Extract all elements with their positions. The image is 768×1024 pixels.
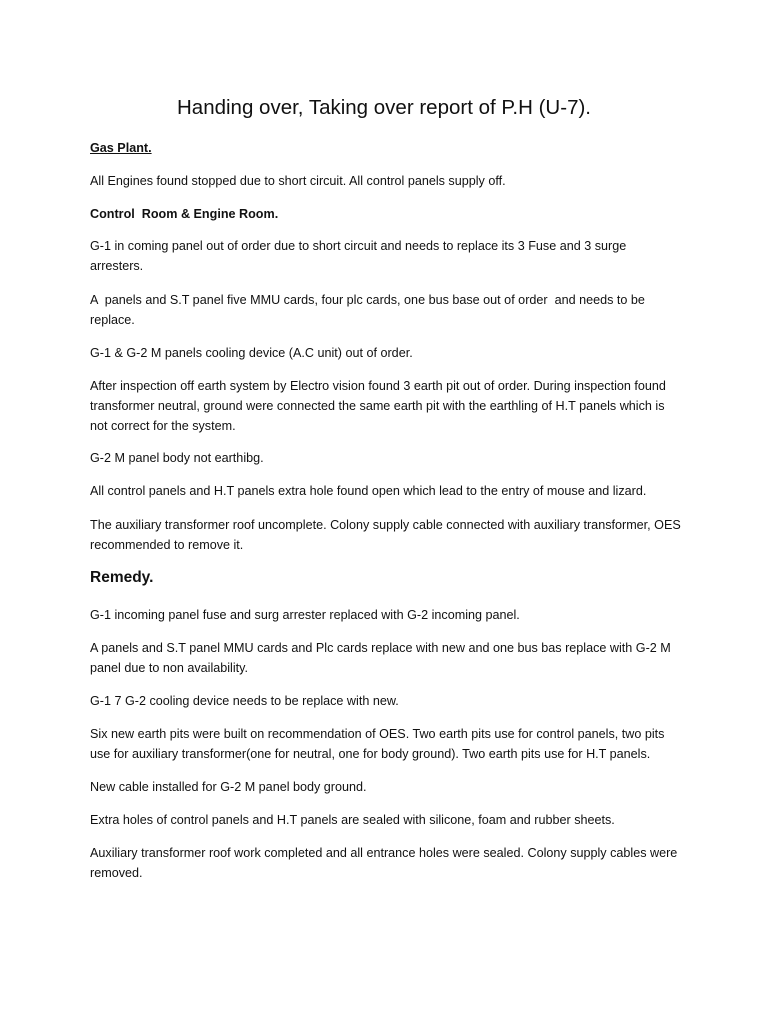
paragraph: Auxiliary transformer roof work completed and all entrance holes were sealed. Colony supply cables were removed. (90, 846, 678, 880)
section-heading-control-room: Control Room & Engine Room. (90, 207, 279, 221)
paragraph: G-1 in coming panel out of order due to short circuit and needs to replace its 3 Fuse and 3 surge arresters. (90, 239, 627, 273)
paragraph: Extra holes of control panels and H.T panels are sealed with silicone, foam and rubber sheets. (90, 813, 615, 827)
section-heading-gas-plant: Gas Plant. (90, 141, 152, 155)
paragraph: G-1 & G-2 M panels cooling device (A.C unit) out of order. (90, 346, 413, 360)
paragraph: G-1 7 G-2 cooling device needs to be replace with new. (90, 694, 399, 708)
paragraph: A panels and S.T panel five MMU cards, four plc cards, one bus base out of order and needs to be replace. (90, 293, 649, 327)
paragraph: A panels and S.T panel MMU cards and Plc cards replace with new and one bus bas replace with G-2 M panel due to non availability. (90, 641, 671, 675)
paragraph: All Engines found stopped due to short circuit. All control panels supply off. (90, 174, 506, 188)
document-title: Handing over, Taking over report of P.H (U-7). (176, 96, 591, 119)
paragraph: The auxiliary transformer roof uncomplete. Colony supply cable connected with auxiliary transformer, OES recommended to remove it. (90, 518, 681, 552)
paragraph: Six new earth pits were built on recommendation of OES. Two earth pits use for control panels, two pits use for auxiliary transformer(one for neutral, one for body ground). Two earth pits use for H.T panels. (90, 727, 665, 761)
section-heading-remedy: Remedy. (90, 569, 154, 586)
paragraph: After inspection off earth system by Electro vision found 3 earth pit out of order. During inspection found transformer neutral, ground were connected the same earth pit with the earthling of H.T panels which is not correct for the system. (90, 379, 666, 433)
paragraph: All control panels and H.T panels extra hole found open which lead to the entry of mouse and lizard. (90, 484, 647, 498)
paragraph: G-2 M panel body not earthibg. (90, 451, 264, 465)
paragraph: G-1 incoming panel fuse and surg arrester replaced with G-2 incoming panel. (90, 608, 520, 622)
paragraph: New cable installed for G-2 M panel body ground. (90, 780, 367, 794)
